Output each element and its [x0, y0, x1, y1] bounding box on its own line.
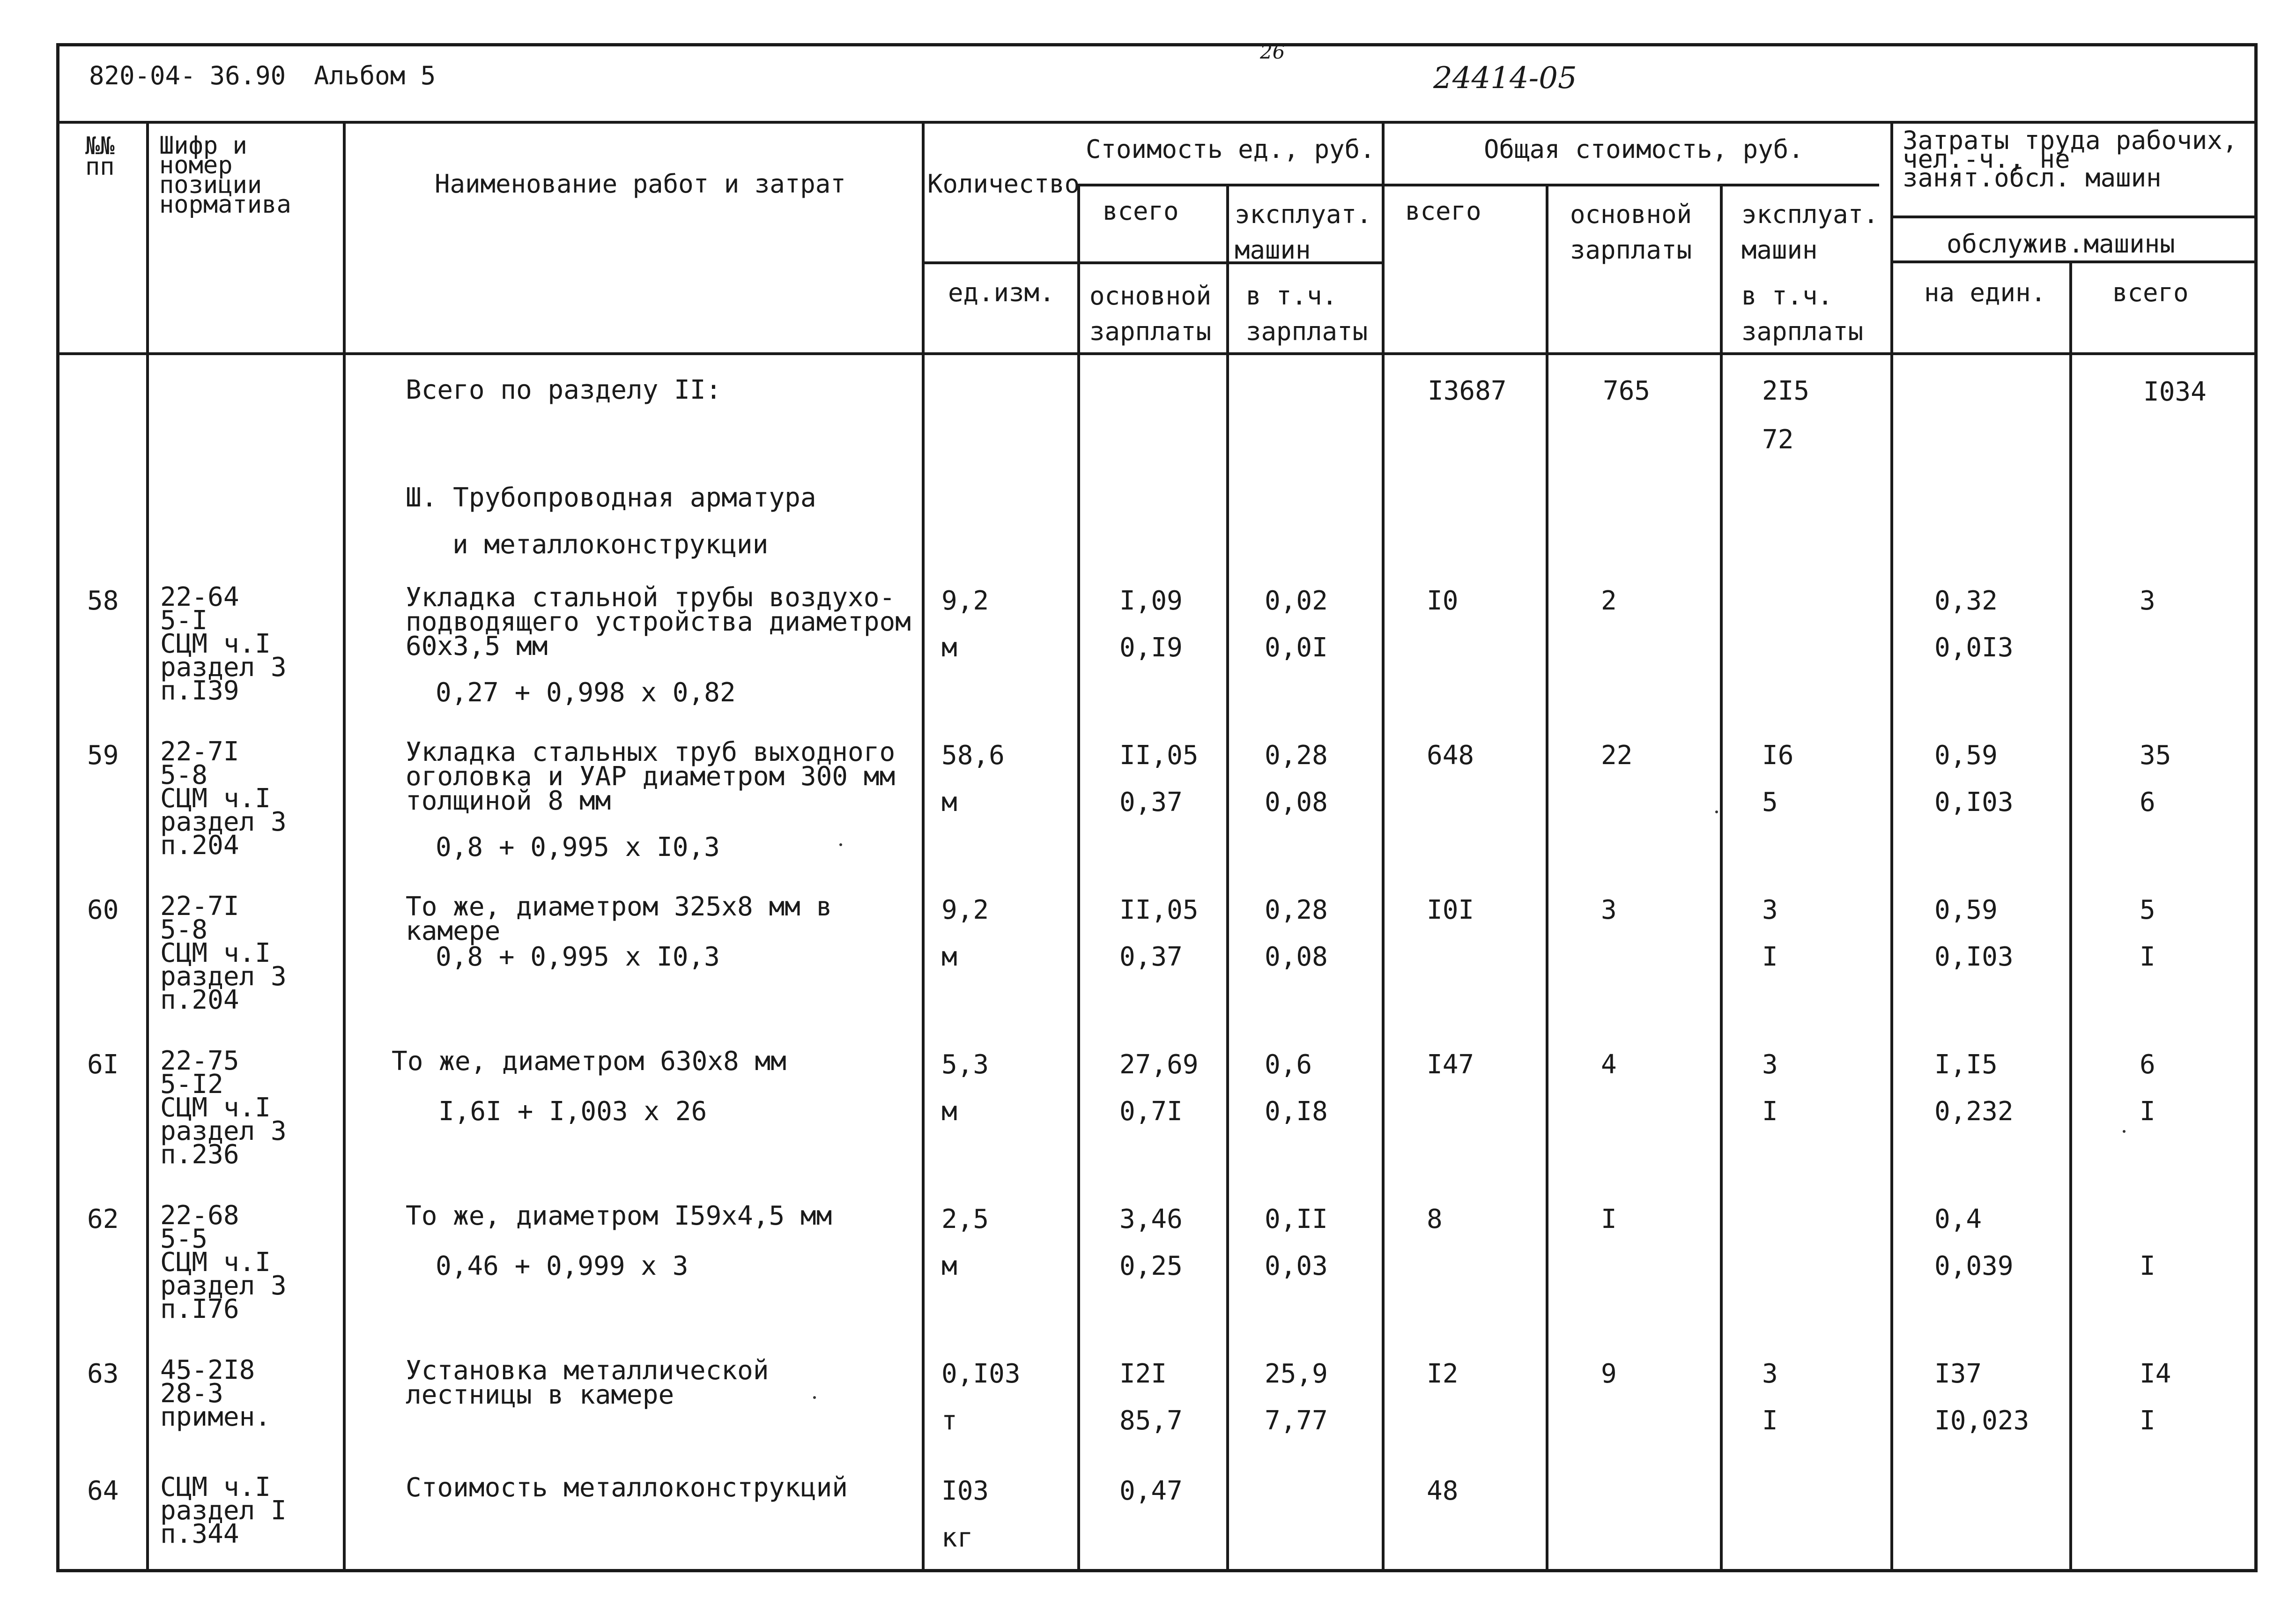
row-unit: м [941, 632, 957, 663]
row-labor-total-2: 6 [2140, 787, 2155, 818]
row-code-line: СЦМ ч.I [160, 938, 271, 968]
row-cost-wage: 0,37 [1119, 787, 1183, 818]
col-header-labor-per-unit: на един. [1924, 278, 2046, 307]
row-code-line: раздел 3 [160, 961, 287, 992]
row-sum-total: 8 [1427, 1204, 1443, 1234]
row-labor-total: 6 [2140, 1049, 2155, 1080]
row-name-line: То же, диаметром I59х4,5 мм [406, 1201, 832, 1231]
section-total-sum: I3687 [1428, 376, 1507, 406]
col-line-9 [1890, 121, 1893, 1572]
row-labor-total: 3 [2140, 586, 2155, 616]
header-divider [56, 121, 2258, 124]
col-header-unit-wage: основной зарплаты [1089, 281, 1212, 346]
doc-code [89, 61, 436, 90]
row-sum-wage: I [1601, 1204, 1617, 1234]
row-qty: 9,2 [941, 895, 989, 925]
row-labor-unit-2: I0,023 [1934, 1405, 2029, 1436]
row-code-line: 5-I2 [160, 1069, 223, 1100]
row-code-line: п.I76 [160, 1294, 239, 1324]
scan-speck [813, 1396, 816, 1399]
col-header-total-wage: основной зарплаты [1570, 200, 1692, 265]
row-qty: 0,I03 [941, 1359, 1021, 1389]
row-cost-exp: 0,02 [1265, 586, 1328, 616]
row-code-line: п.204 [160, 985, 239, 1015]
section-total-label: Всего по разделу II: [406, 375, 722, 405]
row-cost-total: I,09 [1119, 586, 1183, 616]
row-sum-exp: 3 [1762, 1359, 1778, 1389]
row-cost-exp: 0,28 [1265, 740, 1328, 771]
section-title-line2: и металлоконструкции [452, 529, 769, 560]
row-sum-wage: 9 [1601, 1359, 1617, 1389]
row-unit: м [941, 942, 957, 972]
scan-speck [839, 843, 842, 846]
row-cost-exp: 0,6 [1265, 1049, 1312, 1080]
row-sum-total: I0 [1427, 586, 1459, 616]
row-name-line: лестницы в камере [406, 1380, 674, 1410]
section-title-line1: Ш. Трубопроводная арматура [406, 483, 816, 513]
row-sum-exp-wage: 5 [1762, 787, 1778, 818]
col-line-6 [1382, 121, 1385, 1572]
row-code-line: 28-3 [160, 1378, 223, 1409]
row-name-line: Укладка стальной трубы воздухо- [406, 582, 896, 613]
row-sum-total: 648 [1427, 740, 1474, 771]
row-sum-exp-wage: I [1762, 1096, 1778, 1127]
doc-code-number: 36.90 [209, 61, 286, 90]
row-formula: 0,27 + 0,998 х 0,82 [436, 677, 736, 708]
row-name-line: оголовка и УАР диаметром 300 мм [406, 761, 896, 792]
section-total-exp: 2I5 [1762, 376, 1810, 406]
row-code-line: п.236 [160, 1139, 239, 1170]
row-qty: I03 [941, 1476, 989, 1506]
sheet-code: 24414-05 [1433, 61, 1577, 96]
col-header-name: Наименование работ и затрат [435, 169, 846, 199]
row-cost-total: II,05 [1119, 740, 1199, 771]
row-number: 59 [87, 740, 119, 771]
row-formula: 0,8 + 0,995 х I0,3 [436, 942, 720, 972]
row-cost-exp: 0,28 [1265, 895, 1328, 925]
row-labor-unit: 0,4 [1934, 1204, 1982, 1234]
row-labor-total: 35 [2140, 740, 2171, 771]
row-cost-total: II,05 [1119, 895, 1199, 925]
row-code-line: 5-8 [160, 760, 208, 790]
col-header-labor-total: всего [2112, 278, 2189, 307]
row-number: 58 [87, 586, 119, 616]
row-sum-exp-wage: I [1762, 1405, 1778, 1436]
row-name-line: То же, диаметром 325х8 мм в [406, 892, 832, 922]
col-line-3 [922, 121, 925, 1572]
row-cost-exp-wage: 0,03 [1265, 1251, 1328, 1281]
row-code-line: СЦМ ч.I [160, 1093, 271, 1123]
scan-speck [1715, 810, 1718, 813]
row-number: 64 [87, 1476, 119, 1506]
row-code-line: раздел 3 [160, 807, 287, 837]
row-qty: 5,3 [941, 1049, 989, 1080]
doc-code-prefix: 820-04- [89, 61, 196, 90]
row-unit: т [941, 1405, 957, 1436]
row-cost-exp-wage: 0,08 [1265, 942, 1328, 972]
row-code-line: раздел 3 [160, 652, 287, 683]
row-sum-wage: 2 [1601, 586, 1617, 616]
row-unit: м [941, 1096, 957, 1127]
row-code-line: СЦМ ч.I [160, 1247, 271, 1278]
row-code-line: СЦМ ч.I [160, 1472, 271, 1502]
header-rule-cost [1078, 184, 1879, 186]
row-code-line: 22-75 [160, 1046, 239, 1076]
section-total-labor: I034 [2143, 377, 2207, 407]
row-sum-exp: 3 [1762, 1049, 1778, 1080]
row-cost-wage: 0,7I [1119, 1096, 1183, 1127]
col-header-qty: Количество [927, 169, 1080, 199]
row-labor-total: 5 [2140, 895, 2155, 925]
row-sum-total: I47 [1427, 1049, 1474, 1080]
row-cost-exp-wage: 7,77 [1265, 1405, 1328, 1436]
row-labor-unit: 0,32 [1934, 586, 1998, 616]
row-unit: м [941, 787, 957, 818]
col-header-unit-measure: ед.изм. [948, 278, 1055, 307]
album-label: Альбом 5 [314, 61, 436, 90]
col-header-num: №№ пп [85, 132, 115, 181]
col-header-unit-cost: Стоимость ед., руб. [1086, 134, 1375, 164]
row-formula: 0,8 + 0,995 х I0,3 [436, 832, 720, 862]
row-unit: кг [941, 1523, 973, 1553]
row-name-line: Стоимость металлоконструкций [406, 1472, 848, 1503]
row-code-line: 45-2I8 [160, 1355, 255, 1385]
row-code-line: 22-68 [160, 1200, 239, 1231]
row-labor-total: I4 [2140, 1359, 2171, 1389]
row-sum-wage: 4 [1601, 1049, 1617, 1080]
row-cost-exp: 0,II [1265, 1204, 1328, 1234]
row-name-line: То же, диаметром 630х8 мм [392, 1046, 786, 1077]
row-sum-wage: 22 [1601, 740, 1633, 771]
col-line-10 [2069, 260, 2072, 1572]
col-header-unit-total: всего [1103, 196, 1179, 226]
row-name-line: Укладка стальных труб выходного [406, 737, 896, 767]
row-labor-unit-2: 0,0I3 [1934, 632, 2014, 663]
col-line-1 [146, 121, 149, 1572]
row-labor-unit: 0,59 [1934, 895, 1998, 925]
row-code-line: примен. [160, 1402, 271, 1432]
row-name-line: толщиной 8 мм [406, 786, 611, 816]
col-line-2 [343, 121, 346, 1572]
row-cost-exp: 25,9 [1265, 1359, 1328, 1389]
row-cost-wage: 0,37 [1119, 942, 1183, 972]
row-labor-total-2: I [2140, 1096, 2155, 1127]
row-cost-total: 3,46 [1119, 1204, 1183, 1234]
row-cost-wage: 0,I9 [1119, 632, 1183, 663]
row-code-line: п.344 [160, 1519, 239, 1549]
row-sum-total: I0I [1427, 895, 1474, 925]
row-labor-total-2: I [2140, 1405, 2155, 1436]
page-number: 26 [1260, 40, 1285, 63]
row-number: 6I [87, 1049, 119, 1080]
row-qty: 2,5 [941, 1204, 989, 1234]
row-name-line: камере [406, 916, 501, 946]
row-labor-total-2: I [2140, 1251, 2155, 1281]
row-code-line: 5-8 [160, 915, 208, 945]
col-line-8 [1720, 184, 1723, 1572]
section-total-exp-wage: 72 [1762, 424, 1794, 455]
row-labor-unit-2: 0,232 [1934, 1096, 2014, 1127]
row-sum-wage: 3 [1601, 895, 1617, 925]
row-formula: 0,46 + 0,999 х 3 [436, 1251, 689, 1281]
scan-speck [2123, 1130, 2126, 1133]
row-code-line: п.I39 [160, 676, 239, 706]
col-header-unit-incl-wage: в т.ч. зарплаты [1246, 281, 1368, 346]
col-line-7 [1546, 184, 1548, 1572]
row-cost-total: 0,47 [1119, 1476, 1183, 1506]
row-cost-total: I2I [1119, 1359, 1167, 1389]
row-code-line: п.204 [160, 830, 239, 861]
col-header-total-exp: эксплуат. машин [1741, 200, 1879, 265]
col-header-total-cost: Общая стоимость, руб. [1484, 134, 1804, 164]
row-code-line: раздел I [160, 1495, 287, 1526]
row-code-line: раздел 3 [160, 1116, 287, 1146]
row-code-line: СЦМ ч.I [160, 629, 271, 659]
row-unit: м [941, 1251, 957, 1281]
row-sum-total: 48 [1427, 1476, 1459, 1506]
row-labor-unit-2: 0,039 [1934, 1251, 2014, 1281]
row-cost-total: 27,69 [1119, 1049, 1199, 1080]
col-line-5 [1226, 184, 1229, 1572]
row-labor-unit-2: 0,I03 [1934, 787, 2014, 818]
row-sum-exp-wage: I [1762, 942, 1778, 972]
row-cost-wage: 85,7 [1119, 1405, 1183, 1436]
row-name-line: Установка металлической [406, 1355, 769, 1386]
row-code-line: 5-I [160, 605, 208, 636]
row-cost-exp-wage: 0,08 [1265, 787, 1328, 818]
row-sum-exp: I6 [1762, 740, 1794, 771]
row-number: 63 [87, 1359, 119, 1389]
table-header-bottom [56, 352, 2258, 355]
row-code-line: 5-5 [160, 1224, 208, 1254]
row-number: 60 [87, 895, 119, 925]
row-sum-exp: 3 [1762, 895, 1778, 925]
row-cost-wage: 0,25 [1119, 1251, 1183, 1281]
row-code-line: 22-7I [160, 736, 239, 767]
row-cost-exp-wage: 0,I8 [1265, 1096, 1328, 1127]
row-code-line: 22-64 [160, 582, 239, 612]
row-code-line: 22-7I [160, 891, 239, 922]
header-rule-labor-2 [1892, 260, 2258, 263]
row-labor-unit-2: 0,I03 [1934, 942, 2014, 972]
row-name-line: подводящего устройства диаметром [406, 607, 911, 637]
col-line-4 [1077, 184, 1080, 1572]
row-name-line: 60х3,5 мм [406, 631, 548, 662]
row-sum-total: I2 [1427, 1359, 1459, 1389]
row-cost-exp-wage: 0,0I [1265, 632, 1328, 663]
row-number: 62 [87, 1204, 119, 1234]
row-code-line: СЦМ ч.I [160, 783, 271, 814]
row-formula: I,6I + I,003 х 26 [438, 1096, 707, 1127]
row-qty: 9,2 [941, 586, 989, 616]
row-qty: 58,6 [941, 740, 1005, 771]
row-labor-unit: I,I5 [1934, 1049, 1998, 1080]
header-rule-labor-1 [1892, 216, 2258, 218]
col-header-unit-exp: эксплуат. машин [1235, 200, 1372, 265]
col-header-labor: Затраты труда рабочих, чел.-ч., не занят.обсл. машин [1903, 126, 2238, 193]
row-labor-unit: 0,59 [1934, 740, 1998, 771]
row-labor-total-2: I [2140, 942, 2155, 972]
row-code-line: раздел 3 [160, 1271, 287, 1301]
col-header-labor-service: обслужив.машины [1947, 229, 2175, 259]
col-header-total-all: всего [1405, 196, 1481, 226]
col-header-code: Шифр и номер позиции норматива [159, 132, 291, 219]
section-total-wage: 765 [1603, 376, 1651, 406]
col-header-total-incl-wage: в т.ч. зарплаты [1741, 281, 1864, 346]
row-labor-unit: I37 [1934, 1359, 1982, 1389]
